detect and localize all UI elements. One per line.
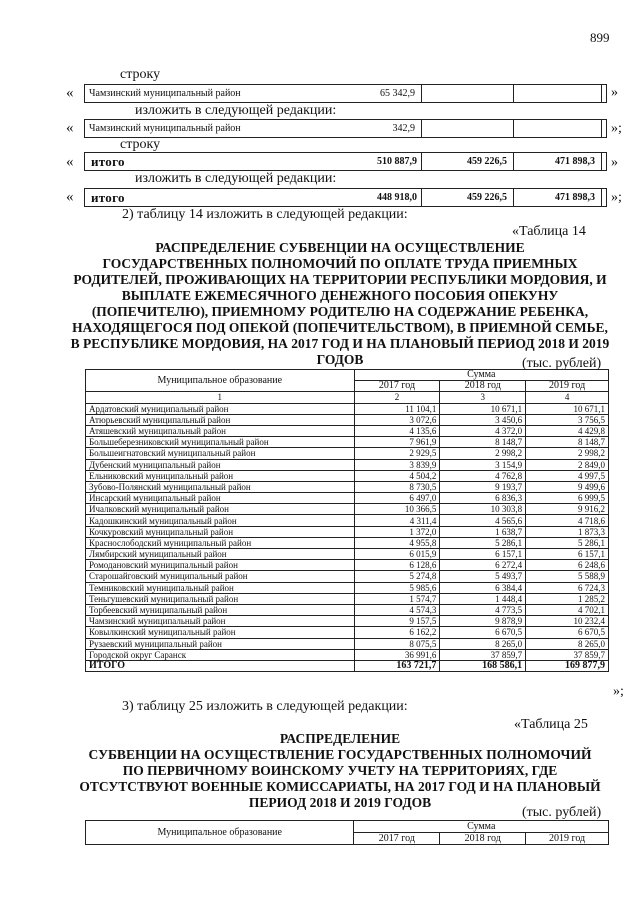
table14-title-line: РОДИТЕЛЕЙ, ПРОЖИВАЮЩИХ НА ТЕРРИТОРИИ РЕСПУБЛИКИ МОРДОВИЯ, И (73, 272, 607, 287)
table14-units: (тыс. рублей) (522, 356, 602, 371)
amount-cell: 36 991,6 (354, 649, 440, 660)
amount-cell: 10 303,8 (440, 504, 526, 515)
amount-cell: 4 718,6 (526, 515, 609, 526)
municipality-cell: Чамзинский муниципальный район (86, 616, 355, 627)
municipality-cell: Большеигнатовский муниципальный район (86, 448, 355, 459)
table-row (86, 515, 609, 526)
amount-cell: 9 878,9 (440, 616, 526, 627)
table-row (86, 582, 609, 593)
amount-cell: 4 762,8 (440, 470, 526, 481)
amount-cell: 9 499,6 (526, 481, 609, 492)
amount-cell: 4 504,2 (354, 470, 440, 481)
table25-year: 2018 год (440, 833, 526, 845)
table-row (86, 470, 609, 481)
table14-col-sum: Сумма (354, 370, 608, 381)
municipality-cell: Ельниковский муниципальный район (86, 470, 355, 481)
edit-row-2 (84, 119, 607, 138)
row3-2018: 459 226,5 (467, 156, 507, 167)
amount-cell: 1 372,0 (354, 526, 440, 537)
amount-cell: 5 588,9 (526, 571, 609, 582)
table-row (86, 560, 609, 571)
table14-year: 2019 год (526, 381, 609, 392)
amount-cell: 5 985,6 (354, 582, 440, 593)
table14-title-line: ГОДОВ (316, 352, 364, 367)
item-2: 2) таблицу 14 изложить в следующей редакции: (122, 207, 408, 222)
table-row (86, 493, 609, 504)
municipality-cell: Дубенский муниципальный район (86, 459, 355, 470)
municipality-cell: Инсарский муниципальный район (86, 493, 355, 504)
table14-title-line: В РЕСПУБЛИКЕ МОРДОВИЯ, НА 2017 ГОД И НА ПЛАНОВЫЙ ПЕРИОД 2018 И 2019 (70, 336, 610, 351)
amount-cell: 3 756,5 (526, 414, 609, 425)
edit-row-4 (84, 188, 607, 207)
amount-cell: 4 997,5 (526, 470, 609, 481)
municipality-cell: Краснослободский муниципальный район (86, 537, 355, 548)
row4-tail: »; (611, 190, 622, 205)
municipality-cell: Кочкуровский муниципальный район (86, 526, 355, 537)
amount-cell: 7 961,9 (354, 437, 440, 448)
page-number: 899 (590, 30, 610, 45)
amount-cell: 2 998,2 (440, 448, 526, 459)
amount-cell: 3 072,6 (354, 414, 440, 425)
amount-cell: 6 157,1 (440, 549, 526, 560)
edit-row-1 (84, 84, 607, 103)
table14-title (60, 240, 620, 368)
municipality-cell: Торбеевский муниципальный район (86, 604, 355, 615)
table25-title-line: СУБВЕНЦИИ НА ОСУЩЕСТВЛЕНИЕ ГОСУДАРСТВЕННЫХ ПОЛНОМОЧИЙ (88, 747, 592, 762)
amount-cell: 11 104,1 (354, 403, 440, 414)
row1-tail: » (611, 85, 618, 100)
table25-title (60, 731, 620, 811)
table14-year: 2017 год (354, 381, 440, 392)
row2-name: Чамзинский муниципальный район (89, 123, 241, 134)
amount-cell: 6 248,6 (526, 560, 609, 571)
municipality-cell: Атяшевский муниципальный район (86, 425, 355, 436)
total-amount-cell: 163 721,7 (354, 660, 440, 671)
table14-title-line: НАХОДЯЩЕГОСЯ ПОД ОПЕКОЙ (ПОПЕЧИТЕЛЬСТВОМ), В ПРИЕМНОЙ СЕМЬЕ, (72, 320, 608, 335)
amount-cell: 4 574,3 (354, 604, 440, 615)
table14-index: 1 (86, 392, 355, 403)
row1-name: Чамзинский муниципальный район (89, 88, 241, 99)
row4-name: итого (91, 190, 125, 205)
amount-cell: 1 448,4 (440, 593, 526, 604)
table14-title-line: (ПОПЕЧИТЕЛЮ), ПРИЕМНОМУ РОДИТЕЛЮ НА СОДЕРЖАНИЕ РЕБЕНКА, (91, 304, 589, 319)
table25-label: «Таблица 25 (514, 717, 588, 732)
table25-title-line: ПО ПЕРВИЧНОМУ ВОИНСКОМУ УЧЕТУ НА ТЕРРИТОРИЯХ, ГДЕ (122, 763, 558, 778)
municipality-cell: Темниковский муниципальный район (86, 582, 355, 593)
amount-cell: 1 574,7 (354, 593, 440, 604)
amount-cell: 8 148,7 (440, 437, 526, 448)
amount-cell: 6 157,1 (526, 549, 609, 560)
amount-cell: 2 998,2 (526, 448, 609, 459)
row4-2019: 471 898,3 (555, 192, 595, 203)
amount-cell: 37 859,7 (526, 649, 609, 660)
amount-cell: 37 859,7 (440, 649, 526, 660)
table-row (86, 448, 609, 459)
table14-tail: »; (613, 684, 624, 699)
row3-tail: » (611, 155, 618, 170)
amount-cell: 1 638,7 (440, 526, 526, 537)
table-row (86, 627, 609, 638)
table25-title-line: ПЕРИОД 2018 И 2019 ГОДОВ (248, 795, 432, 810)
amount-cell: 5 286,1 (526, 537, 609, 548)
amount-cell: 6 670,5 (526, 627, 609, 638)
table25-col-name: Муниципальное образование (86, 821, 354, 845)
row2-value: 342,9 (392, 123, 415, 134)
table-row (86, 481, 609, 492)
total-amount-cell: 168 586,1 (440, 660, 526, 671)
municipality-cell: Рузаевский муниципальный район (86, 638, 355, 649)
table14-index: 4 (526, 392, 609, 403)
amount-cell: 6 015,9 (354, 549, 440, 560)
amount-cell: 8 075,5 (354, 638, 440, 649)
amount-cell: 9 193,7 (440, 481, 526, 492)
municipality-cell: Ардатовский муниципальный район (86, 403, 355, 414)
amount-cell: 6 162,2 (354, 627, 440, 638)
table14-title-line: ГОСУДАРСТВЕННЫХ ПОЛНОМОЧИЙ ПО ОПЛАТЕ ТРУДА ПРИЕМНЫХ (102, 256, 578, 271)
table-row (86, 638, 609, 649)
table-total-row (86, 660, 609, 671)
amount-cell: 8 730,5 (354, 481, 440, 492)
table-row (86, 616, 609, 627)
table25 (85, 820, 609, 845)
table14-body (86, 403, 609, 672)
row4-2017: 448 918,0 (377, 192, 417, 203)
amount-cell: 4 955,8 (354, 537, 440, 548)
amount-cell: 8 265,0 (440, 638, 526, 649)
amount-cell: 8 265,0 (526, 638, 609, 649)
table25-year: 2017 год (354, 833, 440, 845)
table14-col-name: Муниципальное образование (86, 370, 355, 392)
municipality-cell: Кадошкинский муниципальный район (86, 515, 355, 526)
edit-row-3 (84, 152, 607, 171)
amount-cell: 5 274,8 (354, 571, 440, 582)
table25-title-line: РАСПРЕДЕЛЕНИЕ (279, 731, 401, 746)
table-row (86, 604, 609, 615)
row3-2019: 471 898,3 (555, 156, 595, 167)
amount-cell: 9 157,5 (354, 616, 440, 627)
table14-title-line: РАСПРЕДЕЛЕНИЕ СУБВЕНЦИИ НА ОСУЩЕСТВЛЕНИЕ (155, 240, 525, 255)
table25-year: 2019 год (526, 833, 609, 845)
table-row (86, 437, 609, 448)
amount-cell: 3 450,6 (440, 414, 526, 425)
amount-cell: 10 366,5 (354, 504, 440, 515)
table-row (86, 526, 609, 537)
row1-note: изложить в следующей редакции: (135, 103, 337, 118)
amount-cell: 3 839,9 (354, 459, 440, 470)
table14-title-line: ВЫПЛАТЕ ЕЖЕМЕСЯЧНОГО ДЕНЕЖНОГО ПОСОБИЯ ОПЕКУНУ (121, 288, 559, 303)
amount-cell: 6 272,4 (440, 560, 526, 571)
table14-index: 3 (440, 392, 526, 403)
municipality-cell: Зубово-Полянский муниципальный район (86, 481, 355, 492)
amount-cell: 6 497,0 (354, 493, 440, 504)
table-row (86, 414, 609, 425)
amount-cell: 5 286,1 (440, 537, 526, 548)
row3-2017: 510 887,9 (377, 156, 417, 167)
row1-value: 65 342,9 (380, 88, 415, 99)
amount-cell: 6 724,3 (526, 582, 609, 593)
amount-cell: 10 671,1 (526, 403, 609, 414)
table25-col-sum: Сумма (354, 821, 609, 833)
row1-word: строку (120, 67, 161, 82)
table-row (86, 537, 609, 548)
amount-cell: 2 849,0 (526, 459, 609, 470)
table25-units: (тыс. рублей) (522, 805, 602, 820)
amount-cell: 8 148,7 (526, 437, 609, 448)
amount-cell: 5 493,7 (440, 571, 526, 582)
table-row (86, 649, 609, 660)
row3-name: итого (91, 154, 125, 169)
item-3: 3) таблицу 25 изложить в следующей редакции: (122, 699, 408, 714)
row3-note: изложить в следующей редакции: (135, 171, 337, 186)
amount-cell: 4 135,6 (354, 425, 440, 436)
municipality-cell: Ромодановский муниципальный район (86, 560, 355, 571)
amount-cell: 4 565,6 (440, 515, 526, 526)
amount-cell: 6 836,3 (440, 493, 526, 504)
amount-cell: 6 384,4 (440, 582, 526, 593)
amount-cell: 4 773,5 (440, 604, 526, 615)
amount-cell: 1 873,3 (526, 526, 609, 537)
table14-label: «Таблица 14 (512, 224, 586, 239)
municipality-cell: Ковылкинский муниципальный район (86, 627, 355, 638)
table-row (86, 571, 609, 582)
row4-2018: 459 226,5 (467, 192, 507, 203)
municipality-cell: Городской округ Саранск (86, 649, 355, 660)
municipality-cell: Большеберезниковский муниципальный район (86, 437, 355, 448)
table-row (86, 504, 609, 515)
table-row (86, 425, 609, 436)
open-quote-3: « (66, 154, 74, 170)
municipality-cell: Старошайговский муниципальный район (86, 571, 355, 582)
open-quote-2: « (66, 120, 74, 136)
table25-title-line: ОТСУТСТВУЮТ ВОЕННЫЕ КОМИССАРИАТЫ, НА 2017 ГОД И НА ПЛАНОВЫЙ (79, 779, 601, 794)
amount-cell: 3 154,9 (440, 459, 526, 470)
table14 (85, 369, 609, 672)
table14-year: 2018 год (440, 381, 526, 392)
amount-cell: 6 670,5 (440, 627, 526, 638)
row3-word: строку (120, 137, 161, 152)
open-quote-1: « (66, 85, 74, 101)
total-amount-cell: 169 877,9 (526, 660, 609, 671)
amount-cell: 4 429,8 (526, 425, 609, 436)
table-row (86, 549, 609, 560)
total-label-cell: ИТОГО (86, 660, 355, 671)
amount-cell: 4 311,4 (354, 515, 440, 526)
table14-index: 2 (354, 392, 440, 403)
municipality-cell: Ичалковский муниципальный район (86, 504, 355, 515)
amount-cell: 1 285,2 (526, 593, 609, 604)
row2-tail: »; (611, 121, 622, 136)
amount-cell: 4 702,1 (526, 604, 609, 615)
municipality-cell: Лямбирский муниципальный район (86, 549, 355, 560)
open-quote-4: « (66, 189, 74, 205)
amount-cell: 9 916,2 (526, 504, 609, 515)
amount-cell: 10 232,4 (526, 616, 609, 627)
amount-cell: 10 671,1 (440, 403, 526, 414)
amount-cell: 4 372,0 (440, 425, 526, 436)
amount-cell: 6 128,6 (354, 560, 440, 571)
municipality-cell: Теньгушевский муниципальный район (86, 593, 355, 604)
table-row (86, 459, 609, 470)
table-row (86, 403, 609, 414)
amount-cell: 2 929,5 (354, 448, 440, 459)
amount-cell: 6 999,5 (526, 493, 609, 504)
municipality-cell: Атюрьевский муниципальный район (86, 414, 355, 425)
table-row (86, 593, 609, 604)
